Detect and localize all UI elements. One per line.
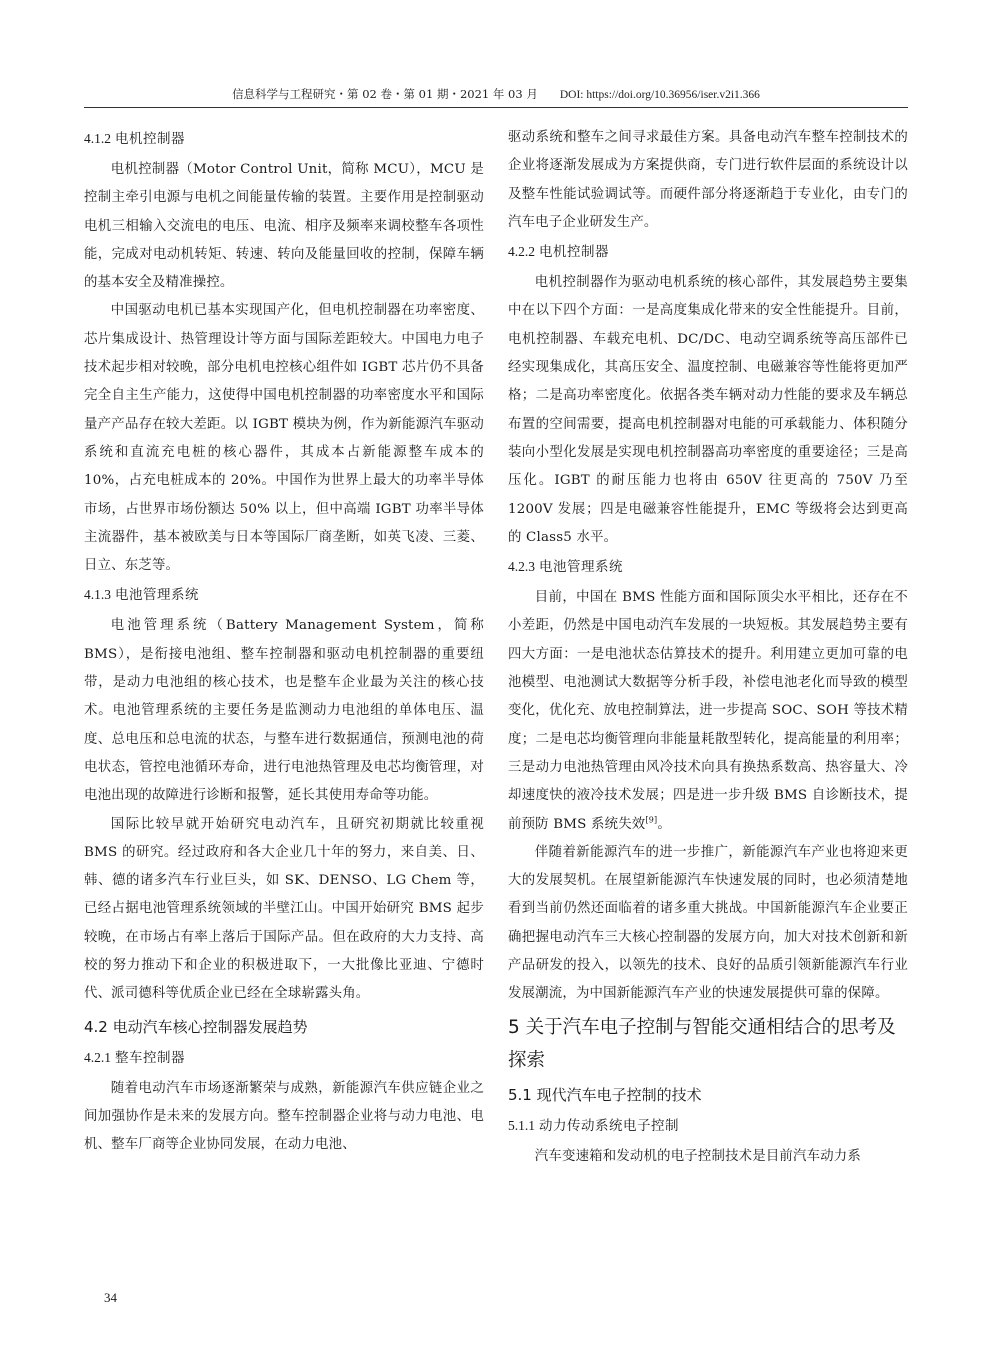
paragraph: 电机控制器作为驱动电机系统的核心部件，其发展趋势主要集中在以下四个方面：一是高度集成化带来的安全性能提升。目前，电机控制器、车载充电机、DC/DC、电动空调系统等高压部件已经实现集成化，其高压安全、温度控制、电磁兼容等性能将更加严格；二是高功率密度化。依据各类车辆对动力性能的要求及车辆总布置的空间需要，提高电机控制器对电能的可承载能力、体积随分装向小型化发展是实现电机控制器高功率密度的重要途径；三是高压化。IGBT 的耐压能力也将由 650V 往更高的 750V 乃至 1200V 发展；四是电磁兼容性能提升，EMC 等级将会达到更高的 Class5 水平。 bbox=[508, 275, 908, 545]
paragraph: 电机控制器（Motor Control Unit，简称 MCU），MCU 是控制主牵引电源与电机之间能量传输的装置。主要作用是控制驱动电机三相输入交流电的电压、电流、相序及频率来调校整车各项性能，完成对电动机转矩、转速、转向及能量回收的控制，保障车辆的基本安全及精准操控。 bbox=[84, 162, 484, 291]
paragraph: 伴随着新能源汽车的进一步推广，新能源汽车产业也将迎来更大的发展契机。在展望新能源汽车快速发展的同时，也必须清楚地看到当前仍然还面临着的诸多重大挑战。中国新能源汽车企业要正确把握电动汽车三大核心控制器的发展方向，加大对技术创新和新产品研发的投入，以领先的技术、良好的品质引领新能源汽车行业发展潮流，为中国新能源汽车产业的快速发展提供可靠的保障。 bbox=[508, 844, 908, 1002]
section-heading-5: 5 关于汽车电子控制与智能交通相结合的思考及探索 bbox=[508, 1016, 896, 1071]
section-heading-4-1-2: 4.1.2 电机控制器 bbox=[84, 131, 185, 147]
paragraph: 国际比较早就开始研究电动汽车，且研究初期就比较重视 BMS 的研究。经过政府和各大企业几十年的努力，来自美、日、韩、德的诸多汽车行业巨头，如 SK、DENSO、LG Chem 等，已经占据电池管理系统领域的半壁江山。中国开始研究 BMS 起步较晚，在市场占有率上落后于国际产品。但在政府的大力支持、高校的努力推动下和企业的积极进取下，一大批像比亚迪、宁德时代、派司德科等优质企业已经在全球崭露头角。 bbox=[84, 816, 484, 1002]
section-heading-4-2-3: 4.2.3 电池管理系统 bbox=[508, 559, 623, 576]
running-header bbox=[84, 86, 908, 102]
paragraph: 随着电动汽车市场逐渐繁荣与成熟，新能源汽车供应链企业之间加强协作是未来的发展方向。整车控制器企业将与动力电池、电机、整车厂商等企业协同发展，在动力电池、 bbox=[84, 1080, 484, 1153]
doi-link[interactable]: DOI: https://doi.org/10.36956/iser.v2i1.366 bbox=[559, 89, 760, 101]
section-heading-5-1-1: 5.1.1 动力传动系统电子控制 bbox=[508, 1117, 679, 1134]
paragraph: 汽车变速箱和发动机的电子控制技术是目前汽车动力系 bbox=[534, 1148, 861, 1164]
section-heading-4-2-2: 4.2.2 电机控制器 bbox=[508, 244, 609, 261]
header-rule bbox=[84, 107, 908, 108]
paragraph: 目前，中国在 BMS 性能方面和国际顶尖水平相比，还存在不小差距，仍然是中国电动汽车发展的一块短板。其发展趋势主要有四大方面：一是电池状态估算技术的提升。利用建立更加可靠的电池模型、电池测试大数据等分析手段，补偿电池老化而导致的模型变化，优化充、放电控制算法，进一步提高 SOC、SOH 等技术精度；二是电芯均衡管理向非能量耗散型转化，提高能量的利用率；三是动力电池热管理由风冷技术向具有换热系数高、热容量大、冷却速度快的液冷技术发展；四是进一步升级 BMS 自诊断技术，提前预防 BMS 系统失效[9]。 bbox=[508, 590, 908, 832]
right-column bbox=[508, 124, 908, 1171]
paragraph: 驱动系统和整车之间寻求最佳方案。具备电动汽车整车控制技术的企业将逐渐发展成为方案提供商，专门进行软件层面的系统设计以及整车性能试验调试等。而硬件部分将逐渐趋于专业化，由专门的汽车电子企业研发生产。 bbox=[508, 130, 908, 230]
section-heading-4-1-3: 4.1.3 电池管理系统 bbox=[84, 587, 199, 604]
paragraph: 中国驱动电机已基本实现国产化，但电机控制器在功率密度、芯片集成设计、热管理设计等方面与国际差距较大。中国电力电子技术起步相对较晚，部分电机电控核心组件如 IGBT 芯片仍不具备完全自主生产能力，这使得中国电机控制器的功率密度水平和国际量产产品存在较大差距。以 IGBT 模块为例，作为新能源汽车驱动系统和直流充电桩的核心器件，其成本占新能源整车成本的 10%，占充电桩成本的 20%。中国作为世界上最大的功率半导体市场，占世界市场份额达 50% 以上，但中高端 IGBT 功率半导体主流器件，基本被欧美与日本等国际厂商垄断，如英飞凌、三菱、日立、东芝等。 bbox=[84, 303, 484, 574]
page-number: 34 bbox=[104, 1290, 117, 1305]
paragraph: 电池管理系统（Battery Management System，简称 BMS），是衔接电池组、整车控制器和驱动电机控制器的重要纽带，是动力电池组的核心技术，也是整车企业最为关注的核心技术。电池管理系统的主要任务是监测动力电池组的单体电压、温度、总电压和总电流的状态，与整车进行数据通信，预测电池的荷电状态，管控电池循环寿命，进行电池热管理及电芯均衡管理，对电池出现的故障进行诊断和报警，延长其使用寿命等功能。 bbox=[84, 618, 484, 804]
citation-ref[interactable]: [9] bbox=[645, 815, 658, 825]
journal-info: 信息科学与工程研究・第 02 卷・第 01 期・2021 年 03 月 bbox=[232, 87, 538, 101]
left-column bbox=[84, 124, 484, 1160]
section-heading-4-2: 4.2 电动汽车核心控制器发展趋势 bbox=[84, 1017, 308, 1036]
section-heading-5-1: 5.1 现代汽车电子控制的技术 bbox=[508, 1085, 702, 1104]
section-heading-4-2-1: 4.2.1 整车控制器 bbox=[84, 1049, 185, 1066]
